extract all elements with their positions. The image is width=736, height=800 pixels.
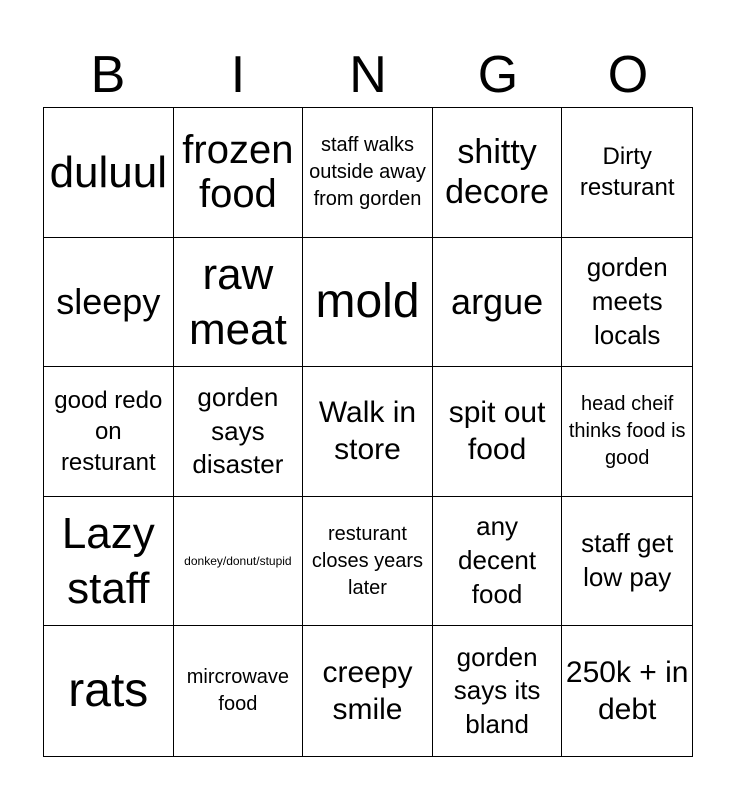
bingo-cell[interactable] [433, 497, 563, 627]
bingo-cell[interactable] [44, 497, 174, 627]
cell-text: good redo on resturant [54, 386, 163, 477]
bingo-cell[interactable] [174, 108, 304, 238]
bingo-cell[interactable] [433, 108, 563, 238]
bingo-cell[interactable] [174, 626, 304, 756]
cell-text: raw meat [188, 249, 287, 354]
bingo-board [43, 107, 693, 757]
cell-text: Walk in store [318, 395, 417, 467]
cell-text: spit out food [448, 395, 546, 467]
cell-text: 250k + in debt [565, 655, 689, 727]
cell-text: staff get low pay [581, 528, 674, 593]
bingo-cell[interactable] [433, 367, 563, 497]
cell-text: sleepy [56, 281, 161, 323]
bingo-cell[interactable] [44, 626, 174, 756]
cell-text: argue [451, 281, 544, 323]
bingo-cell[interactable] [174, 367, 304, 497]
bingo-cell[interactable] [303, 367, 433, 497]
cell-text: mold [315, 274, 420, 328]
cell-text: head cheif thinks food is good [568, 392, 686, 469]
bingo-cell[interactable] [174, 238, 304, 368]
cell-text: resturant closes years later [311, 522, 424, 599]
bingo-cell[interactable] [562, 238, 692, 368]
cell-text: duluul [49, 147, 168, 197]
cell-text: shitty decore [445, 132, 550, 212]
bingo-cell[interactable] [562, 626, 692, 756]
cell-text: Lazy staff [61, 509, 155, 614]
bingo-cell[interactable] [44, 108, 174, 238]
header-letter-o: O [607, 46, 649, 104]
cell-text: rats [68, 663, 149, 717]
bingo-cell[interactable] [303, 497, 433, 627]
bingo-cell[interactable] [562, 367, 692, 497]
header-letter-b: B [90, 46, 126, 104]
cell-text: any decent food [458, 511, 537, 609]
bingo-cell[interactable] [44, 367, 174, 497]
bingo-cell[interactable] [562, 497, 692, 627]
cell-text: gorden meets locals [586, 252, 668, 350]
bingo-cell[interactable] [303, 108, 433, 238]
cell-text: donkey/donut/stupid [184, 553, 292, 568]
bingo-cell[interactable] [303, 626, 433, 756]
cell-text: frozen food [182, 128, 294, 217]
cell-text: Dirty resturant [579, 143, 675, 202]
cell-text: creepy smile [322, 655, 413, 727]
bingo-cell[interactable] [562, 108, 692, 238]
cell-text: staff walks outside away from gorden [309, 133, 426, 210]
header-letter-g: G [477, 46, 519, 104]
bingo-cell[interactable] [303, 238, 433, 368]
bingo-header [43, 42, 693, 108]
bingo-cell[interactable] [174, 497, 304, 627]
cell-text: gorden says its bland [453, 641, 541, 740]
header-letter-i: I [230, 46, 246, 104]
bingo-cell[interactable] [433, 626, 563, 756]
bingo-cell[interactable] [433, 238, 563, 368]
bingo-cell[interactable] [44, 238, 174, 368]
cell-text: gorden says disaster [192, 381, 284, 480]
header-letter-n: N [349, 46, 387, 104]
cell-text: mircrowave food [186, 666, 290, 716]
